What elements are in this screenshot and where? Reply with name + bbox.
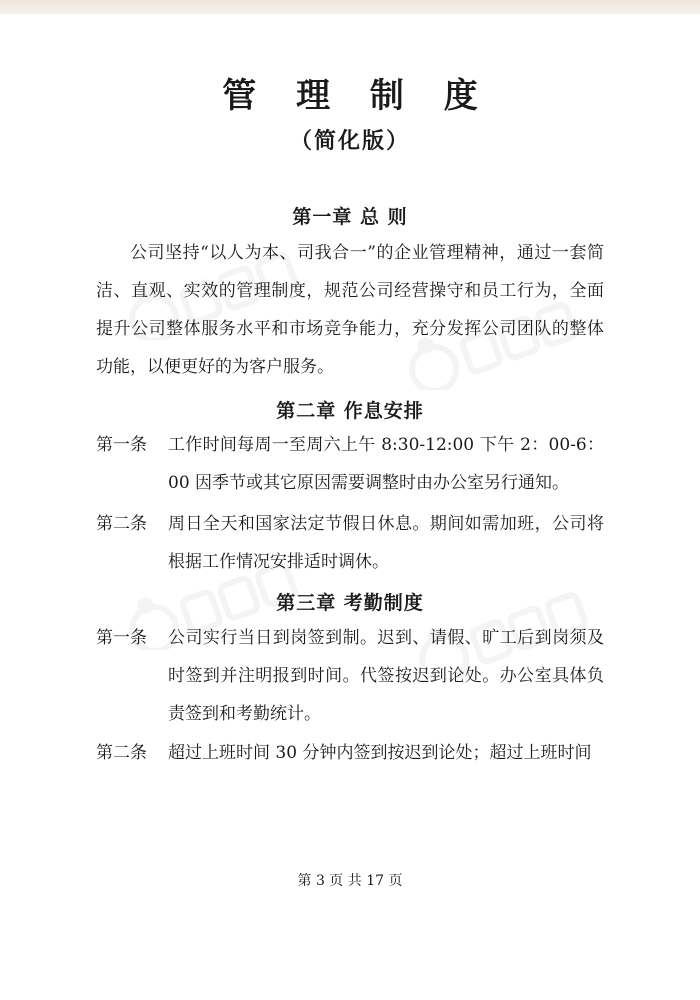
document-subtitle: （简化版） [289, 128, 410, 154]
article-item [96, 734, 604, 772]
document-title: 管 理 制 度 [222, 76, 492, 116]
chapter-paragraph: 公司坚持“以人为本、司我合一”的企业管理精神，通过一套简洁、直观、实效的管理制度，规范公司经营操守和员工行为，全面提升公司整体服务水平和市场竞争能力，充分发挥公司团队的整体功能，以便更好的为客户服务。 [96, 243, 604, 377]
page-number-footer: 第 3 页 共 17 页 [297, 873, 403, 889]
chapter-heading: 第一章 总 则 [292, 206, 408, 228]
article-item [96, 505, 604, 581]
article-item [96, 426, 604, 502]
chapter-heading: 第二章 作息安排 [276, 400, 424, 422]
article-text: 周日全天和国家法定节假日休息。期间如需加班，公司将根据工作情况安排适时调休。 [168, 514, 604, 572]
article-text: 工作时间每周一至周六上午 8:30-12:00 下午 2：00-6：00 因季节或其它原因需要调整时由办公室另行通知。 [168, 435, 604, 493]
article-label: 第一条 [96, 628, 147, 648]
article-text: 超过上班时间 30 分钟内签到按迟到论处；超过上班时间 [168, 743, 592, 763]
article-label: 第一条 [96, 435, 147, 455]
article-label: 第二条 [96, 514, 147, 534]
article-label: 第二条 [96, 743, 147, 763]
article-text: 公司实行当日到岗签到制。迟到、请假、旷工后到岗须及时签到并注明报到时间。代签按迟到论处。办公室具体负责签到和考勤统计。 [168, 628, 604, 724]
chapter-heading: 第三章 考勤制度 [276, 592, 424, 614]
article-item [96, 619, 604, 733]
